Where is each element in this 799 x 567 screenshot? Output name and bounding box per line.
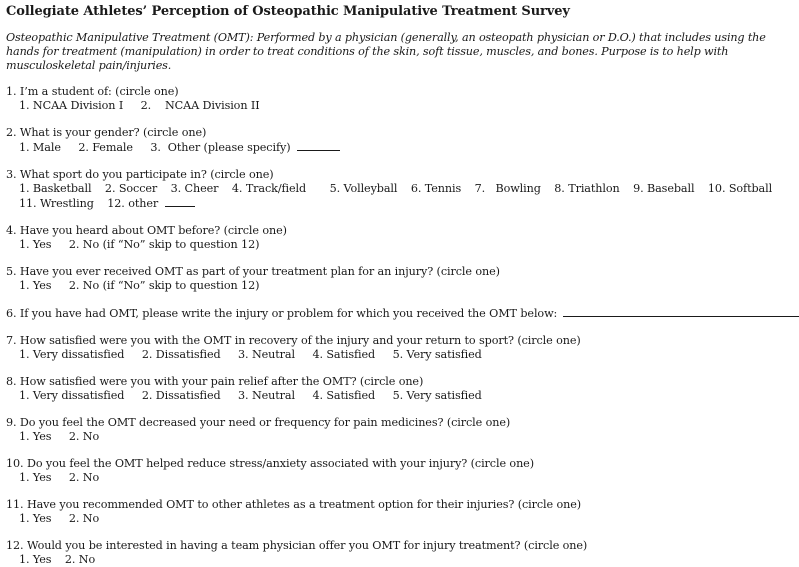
option[interactable]: 1. Very dissatisfied xyxy=(19,348,125,361)
question-11-text: 11. Have you recommended OMT to other athletes as a treatment option for their injuries? (circle one) xyxy=(6,498,582,511)
option[interactable]: 3. Neutral xyxy=(238,348,295,361)
question-6 xyxy=(6,306,796,321)
question-9-text: 9. Do you feel the OMT decreased your need or frequency for pain medicines? (circle one) xyxy=(6,416,511,429)
question-7 xyxy=(6,334,796,362)
question-1-options xyxy=(6,99,796,113)
question-3-options-line1 xyxy=(6,182,796,196)
option[interactable]: 3. Cheer xyxy=(170,182,219,195)
survey-title: Collegiate Athletes’ Perception of Osteopathic Manipulative Treatment Survey xyxy=(6,4,570,19)
option[interactable]: 2. No xyxy=(68,471,100,484)
survey-intro: Osteopathic Manipulative Treatment (OMT): Performed by a physician (generally, an osteopath physician or D.O.) that includes using the hands for treatment (manipulation) in order to treat conditions of the skin, soft tissue, muscles, and bones. Purpose is to help with musculoskeletal pain/injuries. xyxy=(6,31,766,72)
option[interactable]: 1. Yes xyxy=(19,512,52,525)
option[interactable]: 1. Yes xyxy=(19,553,52,566)
option[interactable]: 3. Other (please specify) xyxy=(150,141,291,154)
question-3-text: 3. What sport do you participate in? (circle one) xyxy=(6,168,274,181)
question-2-text: 2. What is your gender? (circle one) xyxy=(6,126,207,139)
option[interactable]: 4. Satisfied xyxy=(312,348,376,361)
option[interactable]: 9. Baseball xyxy=(633,182,695,195)
option[interactable]: 2. Female xyxy=(78,141,133,154)
option[interactable]: 4. Satisfied xyxy=(312,389,376,402)
option[interactable]: 1. NCAA Division I xyxy=(19,99,124,112)
question-8-text: 8. How satisfied were you with your pain relief after the OMT? (circle one) xyxy=(6,375,424,388)
question-4-options xyxy=(6,238,796,252)
question-9 xyxy=(6,416,796,444)
injury-description-blank[interactable] xyxy=(563,306,799,317)
option[interactable]: 2. No (if “No” skip to question 12) xyxy=(68,279,260,292)
question-5-options xyxy=(6,279,796,293)
option[interactable]: 1. Yes xyxy=(19,238,52,251)
question-3-options-line2 xyxy=(6,196,796,211)
question-8-options xyxy=(6,389,796,403)
question-9-options xyxy=(6,430,796,444)
question-1-text: 1. I’m a student of: (circle one) xyxy=(6,85,179,98)
option[interactable]: 2. NCAA Division II xyxy=(140,99,260,112)
question-2 xyxy=(6,126,796,155)
option[interactable]: 2. No xyxy=(68,430,100,443)
question-10 xyxy=(6,457,796,485)
question-5 xyxy=(6,265,796,293)
option[interactable]: 12. other xyxy=(107,197,159,210)
option[interactable]: 2. Soccer xyxy=(104,182,158,195)
option[interactable]: 2. Dissatisfied xyxy=(141,389,221,402)
option[interactable]: 1. Very dissatisfied xyxy=(19,389,125,402)
question-1 xyxy=(6,85,796,113)
question-6-text: 6. If you have had OMT, please write the injury or problem for which you received the OMT below: xyxy=(6,307,558,320)
option[interactable]: 7. Bowling xyxy=(474,182,541,195)
question-2-options xyxy=(6,140,796,155)
question-12-options xyxy=(6,553,796,567)
question-4 xyxy=(6,224,796,252)
sport-other-blank[interactable] xyxy=(165,196,195,207)
question-11-options xyxy=(6,512,796,526)
option[interactable]: 2. No xyxy=(68,512,100,525)
option[interactable]: 1. Basketball xyxy=(19,182,92,195)
option[interactable]: 1. Yes xyxy=(19,279,52,292)
survey-document xyxy=(6,4,796,567)
option[interactable]: 5. Very satisfied xyxy=(392,389,482,402)
option[interactable]: 2. No (if “No” skip to question 12) xyxy=(68,238,260,251)
option[interactable]: 5. Volleyball xyxy=(329,182,398,195)
option[interactable]: 2. No xyxy=(64,553,96,566)
option[interactable]: 6. Tennis xyxy=(410,182,462,195)
question-12 xyxy=(6,539,796,567)
question-5-text: 5. Have you ever received OMT as part of your treatment plan for an injury? (circle one) xyxy=(6,265,500,278)
option[interactable]: 1. Yes xyxy=(19,430,52,443)
question-12-text: 12. Would you be interested in having a team physician offer you OMT for injury treatment? (circle one) xyxy=(6,539,588,552)
question-8 xyxy=(6,375,796,403)
option[interactable]: 10. Softball xyxy=(707,182,773,195)
option[interactable]: 1. Male xyxy=(19,141,61,154)
option[interactable]: 2. Dissatisfied xyxy=(141,348,221,361)
question-11 xyxy=(6,498,796,526)
option[interactable]: 11. Wrestling xyxy=(19,197,94,210)
option[interactable]: 1. Yes xyxy=(19,471,52,484)
question-3 xyxy=(6,168,796,211)
question-7-options xyxy=(6,348,796,362)
question-7-text: 7. How satisfied were you with the OMT in recovery of the injury and your return to sport? (circle one) xyxy=(6,334,581,347)
question-10-options xyxy=(6,471,796,485)
option[interactable]: 8. Triathlon xyxy=(554,182,620,195)
option[interactable]: 5. Very satisfied xyxy=(392,348,482,361)
question-4-text: 4. Have you heard about OMT before? (circle one) xyxy=(6,224,287,237)
option[interactable]: 3. Neutral xyxy=(238,389,295,402)
option[interactable]: 4. Track/field xyxy=(231,182,307,195)
question-10-text: 10. Do you feel the OMT helped reduce stress/anxiety associated with your injury? (circle one) xyxy=(6,457,534,470)
gender-specify-blank[interactable] xyxy=(297,140,340,151)
